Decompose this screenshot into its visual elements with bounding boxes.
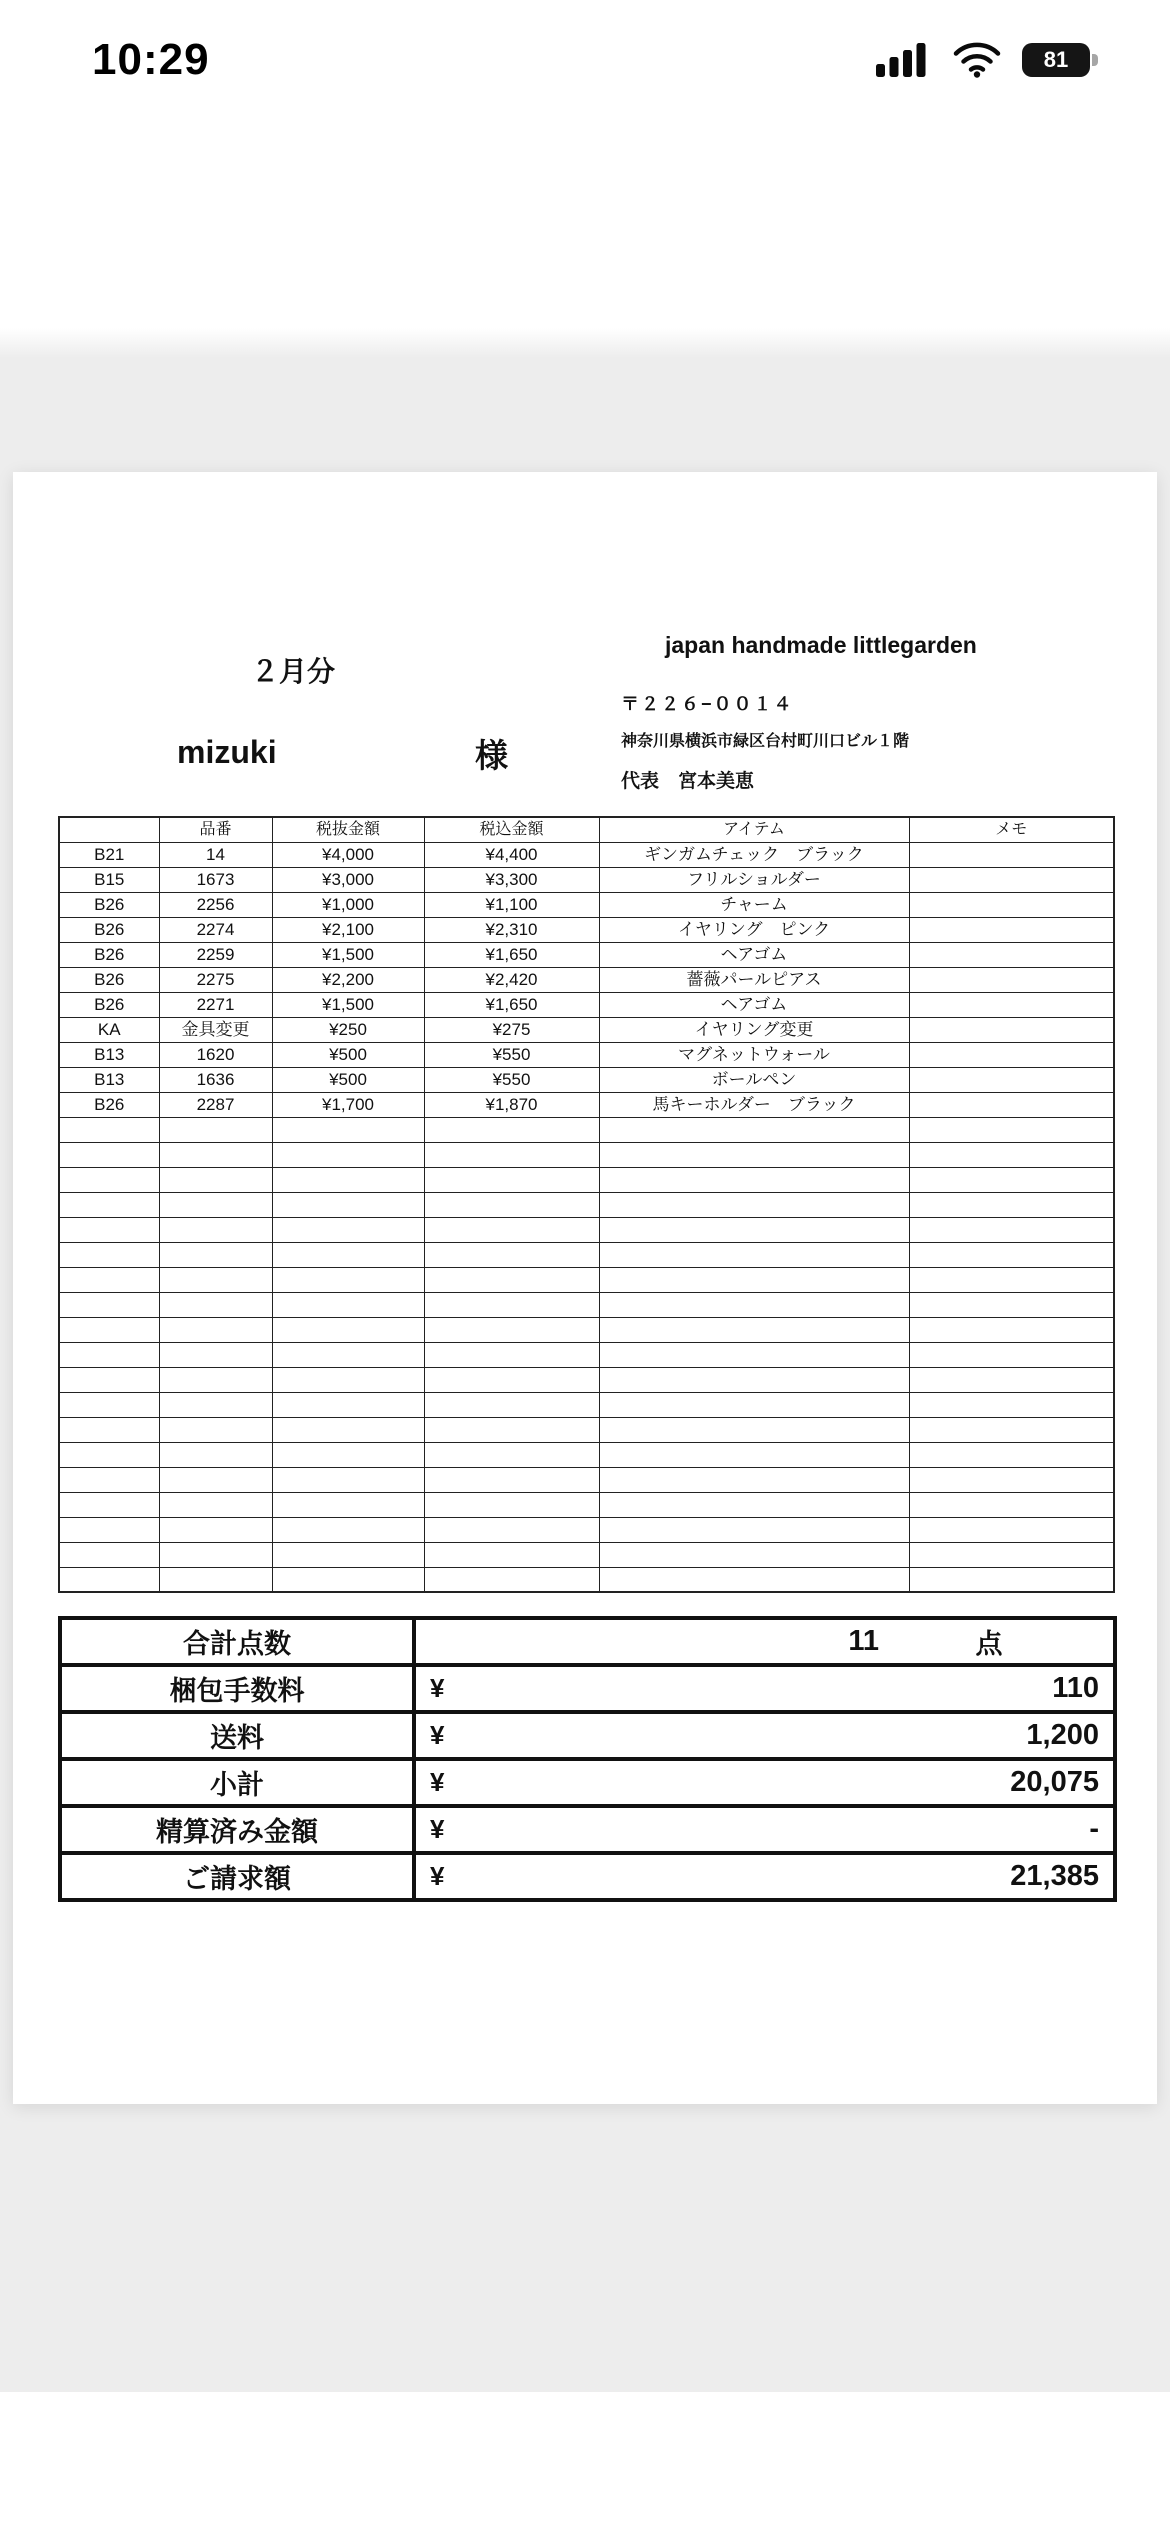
item-cell: B13 xyxy=(59,1042,159,1067)
item-cell xyxy=(909,1417,1114,1442)
item-cell xyxy=(909,1367,1114,1392)
representative-name: 代表 宮本美恵 xyxy=(621,771,755,792)
item-row xyxy=(59,1092,1114,1117)
item-cell xyxy=(59,1492,159,1517)
item-cell: B15 xyxy=(59,867,159,892)
header-item: アイテム xyxy=(599,817,909,842)
wifi-icon xyxy=(952,42,1002,78)
item-cell xyxy=(159,1217,272,1242)
item-cell xyxy=(599,1217,909,1242)
item-cell xyxy=(424,1442,599,1467)
summary-currency: ¥ xyxy=(430,1861,445,1891)
item-cell xyxy=(909,967,1114,992)
item-cell xyxy=(909,1217,1114,1242)
item-row xyxy=(59,1067,1114,1092)
item-cell xyxy=(159,1117,272,1142)
item-cell xyxy=(424,1467,599,1492)
summary-currency: ¥ xyxy=(430,1673,445,1703)
summary-amount: 21,385 xyxy=(1010,1860,1099,1892)
item-cell: ¥2,200 xyxy=(272,967,424,992)
item-cell xyxy=(424,1517,599,1542)
item-cell xyxy=(159,1567,272,1592)
item-cell: 馬キーホルダー ブラック xyxy=(599,1092,909,1117)
item-cell: B13 xyxy=(59,1067,159,1092)
item-cell xyxy=(599,1292,909,1317)
item-cell: B21 xyxy=(59,842,159,867)
header-item-number: 品番 xyxy=(159,817,272,842)
item-cell xyxy=(272,1567,424,1592)
summary-value-cell xyxy=(414,1665,1115,1712)
item-cell: 1636 xyxy=(159,1067,272,1092)
item-cell xyxy=(272,1417,424,1442)
item-cell xyxy=(159,1292,272,1317)
item-cell: 2256 xyxy=(159,892,272,917)
item-cell xyxy=(59,1167,159,1192)
item-cell xyxy=(599,1142,909,1167)
summary-table xyxy=(58,1616,1117,1902)
header-memo: メモ xyxy=(909,817,1114,842)
summary-amount: 11 xyxy=(848,1625,879,1657)
item-row xyxy=(59,867,1114,892)
item-cell xyxy=(159,1367,272,1392)
item-cell: ボールペン xyxy=(599,1067,909,1092)
item-cell xyxy=(599,1492,909,1517)
empty-row xyxy=(59,1567,1114,1592)
item-cell xyxy=(59,1417,159,1442)
item-cell xyxy=(909,1242,1114,1267)
summary-value-cell xyxy=(414,1618,1115,1665)
item-cell: ¥2,100 xyxy=(272,917,424,942)
item-cell xyxy=(424,1367,599,1392)
item-cell: ¥1,700 xyxy=(272,1092,424,1117)
item-cell: 2274 xyxy=(159,917,272,942)
item-cell xyxy=(909,1317,1114,1342)
item-cell xyxy=(599,1317,909,1342)
item-cell xyxy=(59,1392,159,1417)
status-time: 10:29 xyxy=(92,35,210,84)
battery-percent: 81 xyxy=(1043,47,1069,72)
item-cell xyxy=(424,1342,599,1367)
item-cell xyxy=(59,1192,159,1217)
empty-row xyxy=(59,1417,1114,1442)
empty-row xyxy=(59,1242,1114,1267)
summary-body xyxy=(60,1618,1115,1900)
item-cell xyxy=(159,1192,272,1217)
items-header-row xyxy=(59,817,1114,842)
summary-value-cell xyxy=(414,1853,1115,1900)
item-cell: ¥1,870 xyxy=(424,1092,599,1117)
empty-row xyxy=(59,1317,1114,1342)
item-cell: 2259 xyxy=(159,942,272,967)
item-cell xyxy=(159,1317,272,1342)
item-cell xyxy=(909,867,1114,892)
item-cell xyxy=(424,1492,599,1517)
item-cell xyxy=(159,1392,272,1417)
item-cell xyxy=(909,1542,1114,1567)
item-cell xyxy=(159,1542,272,1567)
item-cell xyxy=(59,1242,159,1267)
item-cell xyxy=(909,1267,1114,1292)
item-cell xyxy=(59,1567,159,1592)
empty-row xyxy=(59,1192,1114,1217)
item-row xyxy=(59,967,1114,992)
item-cell: チャーム xyxy=(599,892,909,917)
item-cell xyxy=(272,1317,424,1342)
item-cell: ヘアゴム xyxy=(599,942,909,967)
empty-row xyxy=(59,1217,1114,1242)
item-cell xyxy=(599,1367,909,1392)
item-cell xyxy=(424,1192,599,1217)
item-cell xyxy=(59,1267,159,1292)
item-cell xyxy=(909,992,1114,1017)
item-cell xyxy=(909,842,1114,867)
item-cell xyxy=(424,1542,599,1567)
summary-currency: ¥ xyxy=(430,1767,445,1797)
item-cell xyxy=(424,1292,599,1317)
summary-value-cell xyxy=(414,1806,1115,1853)
item-row xyxy=(59,892,1114,917)
item-cell xyxy=(599,1392,909,1417)
item-cell: B26 xyxy=(59,1092,159,1117)
item-cell: ¥3,300 xyxy=(424,867,599,892)
item-cell xyxy=(424,1417,599,1442)
summary-row xyxy=(60,1853,1115,1900)
item-cell xyxy=(59,1317,159,1342)
summary-label: 送料 xyxy=(60,1712,414,1759)
item-cell xyxy=(599,1517,909,1542)
item-cell xyxy=(272,1342,424,1367)
item-cell xyxy=(909,1192,1114,1217)
item-cell: ¥550 xyxy=(424,1067,599,1092)
header-price-incl-tax: 税込金額 xyxy=(424,817,599,842)
item-cell: ¥250 xyxy=(272,1017,424,1042)
item-cell: B26 xyxy=(59,942,159,967)
item-cell: ¥500 xyxy=(272,1042,424,1067)
item-cell xyxy=(59,1117,159,1142)
item-cell: 1620 xyxy=(159,1042,272,1067)
summary-label: ご請求額 xyxy=(60,1853,414,1900)
item-cell xyxy=(59,1367,159,1392)
empty-row xyxy=(59,1142,1114,1167)
item-cell: ¥3,000 xyxy=(272,867,424,892)
item-cell: ¥1,650 xyxy=(424,942,599,967)
item-cell xyxy=(599,1267,909,1292)
empty-row xyxy=(59,1367,1114,1392)
item-cell: ¥1,650 xyxy=(424,992,599,1017)
item-cell xyxy=(909,1442,1114,1467)
item-cell: B26 xyxy=(59,992,159,1017)
item-cell xyxy=(272,1117,424,1142)
item-cell: フリルショルダー xyxy=(599,867,909,892)
item-cell: 2287 xyxy=(159,1092,272,1117)
item-cell xyxy=(909,1142,1114,1167)
item-cell xyxy=(159,1242,272,1267)
item-cell xyxy=(909,1167,1114,1192)
item-cell xyxy=(424,1567,599,1592)
item-cell xyxy=(272,1142,424,1167)
summary-row xyxy=(60,1759,1115,1806)
items-table xyxy=(58,816,1115,1593)
item-cell xyxy=(272,1492,424,1517)
item-cell xyxy=(599,1417,909,1442)
items-body xyxy=(59,842,1114,1592)
item-cell xyxy=(599,1242,909,1267)
postal-code: 〒２２６−００１４ xyxy=(621,694,794,714)
shop-address: 神奈川県横浜市緑区台村町川口ビル１階 xyxy=(621,733,910,750)
item-cell xyxy=(159,1142,272,1167)
summary-label: 精算済み金額 xyxy=(60,1806,414,1853)
item-cell xyxy=(599,1192,909,1217)
battery-nub xyxy=(1092,54,1098,66)
item-cell xyxy=(59,1217,159,1242)
item-cell: 2271 xyxy=(159,992,272,1017)
item-cell: ¥2,310 xyxy=(424,917,599,942)
item-cell xyxy=(909,1017,1114,1042)
summary-label: 小計 xyxy=(60,1759,414,1806)
empty-row xyxy=(59,1517,1114,1542)
item-cell: ¥1,100 xyxy=(424,892,599,917)
item-cell xyxy=(272,1517,424,1542)
empty-row xyxy=(59,1542,1114,1567)
item-cell xyxy=(159,1492,272,1517)
item-row xyxy=(59,1017,1114,1042)
item-row xyxy=(59,842,1114,867)
empty-row xyxy=(59,1267,1114,1292)
item-cell xyxy=(909,1292,1114,1317)
item-cell xyxy=(159,1517,272,1542)
summary-label: 梱包手数料 xyxy=(60,1665,414,1712)
item-cell: ¥550 xyxy=(424,1042,599,1067)
item-cell: 1673 xyxy=(159,867,272,892)
summary-label: 合計点数 xyxy=(60,1618,414,1665)
summary-amount: 20,075 xyxy=(1010,1766,1099,1798)
month-label: ２月分 xyxy=(251,656,336,687)
item-cell xyxy=(272,1267,424,1292)
item-cell: 14 xyxy=(159,842,272,867)
item-cell: ¥1,500 xyxy=(272,942,424,967)
item-row xyxy=(59,917,1114,942)
item-cell xyxy=(599,1542,909,1567)
item-cell xyxy=(159,1267,272,1292)
item-cell: 薔薇パールピアス xyxy=(599,967,909,992)
item-cell xyxy=(424,1242,599,1267)
item-cell xyxy=(599,1167,909,1192)
photo-viewer[interactable] xyxy=(0,358,1170,2392)
item-cell xyxy=(272,1167,424,1192)
customer-name: mizuki xyxy=(177,734,277,770)
empty-row xyxy=(59,1492,1114,1517)
battery-icon xyxy=(1022,43,1090,77)
empty-row xyxy=(59,1392,1114,1417)
item-row xyxy=(59,992,1114,1017)
item-cell xyxy=(909,1042,1114,1067)
item-row xyxy=(59,1042,1114,1067)
item-cell xyxy=(272,1192,424,1217)
cellular-signal-icon xyxy=(876,42,932,78)
empty-row xyxy=(59,1167,1114,1192)
item-cell xyxy=(909,1342,1114,1367)
header-code xyxy=(59,817,159,842)
item-cell xyxy=(159,1417,272,1442)
item-cell xyxy=(272,1392,424,1417)
item-cell: イヤリング変更 xyxy=(599,1017,909,1042)
item-cell: ¥4,000 xyxy=(272,842,424,867)
item-cell: イヤリング ピンク xyxy=(599,917,909,942)
item-cell xyxy=(159,1442,272,1467)
status-icons xyxy=(876,42,1090,78)
summary-value-cell xyxy=(414,1759,1115,1806)
item-cell xyxy=(909,942,1114,967)
item-cell xyxy=(909,1092,1114,1117)
item-cell xyxy=(909,892,1114,917)
item-cell xyxy=(909,1467,1114,1492)
item-cell: ヘアゴム xyxy=(599,992,909,1017)
item-cell: 金具変更 xyxy=(159,1017,272,1042)
item-cell: ¥275 xyxy=(424,1017,599,1042)
summary-row xyxy=(60,1665,1115,1712)
item-cell xyxy=(909,1517,1114,1542)
item-cell: ¥4,400 xyxy=(424,842,599,867)
item-cell xyxy=(159,1467,272,1492)
item-cell xyxy=(424,1117,599,1142)
item-cell xyxy=(59,1142,159,1167)
item-cell xyxy=(424,1217,599,1242)
item-cell: ギンガムチェック ブラック xyxy=(599,842,909,867)
item-cell xyxy=(59,1467,159,1492)
empty-row xyxy=(59,1442,1114,1467)
shop-name: japan handmade littlegarden xyxy=(665,632,977,658)
item-cell: B26 xyxy=(59,967,159,992)
item-cell xyxy=(59,1442,159,1467)
item-cell xyxy=(272,1367,424,1392)
item-cell: KA xyxy=(59,1017,159,1042)
item-cell xyxy=(159,1342,272,1367)
item-cell: ¥1,500 xyxy=(272,992,424,1017)
item-cell xyxy=(599,1117,909,1142)
item-cell xyxy=(272,1467,424,1492)
item-cell xyxy=(424,1267,599,1292)
summary-amount: 1,200 xyxy=(1026,1719,1099,1751)
item-cell: ¥500 xyxy=(272,1067,424,1092)
item-cell xyxy=(59,1542,159,1567)
summary-amount: - xyxy=(1089,1813,1099,1845)
item-cell: B26 xyxy=(59,917,159,942)
item-cell xyxy=(599,1442,909,1467)
item-cell xyxy=(59,1517,159,1542)
customer-honorific: 様 xyxy=(475,737,508,774)
item-cell xyxy=(272,1442,424,1467)
item-cell xyxy=(599,1467,909,1492)
item-cell: マグネットウォール xyxy=(599,1042,909,1067)
item-cell xyxy=(909,1117,1114,1142)
empty-row xyxy=(59,1117,1114,1142)
item-cell xyxy=(599,1342,909,1367)
item-cell xyxy=(159,1167,272,1192)
empty-row xyxy=(59,1292,1114,1317)
item-cell xyxy=(59,1342,159,1367)
item-row xyxy=(59,942,1114,967)
item-cell xyxy=(59,1292,159,1317)
item-cell xyxy=(909,1567,1114,1592)
item-cell xyxy=(909,917,1114,942)
summary-currency: ¥ xyxy=(430,1814,445,1844)
item-cell: 2275 xyxy=(159,967,272,992)
item-cell: B26 xyxy=(59,892,159,917)
summary-row xyxy=(60,1806,1115,1853)
item-cell xyxy=(424,1167,599,1192)
item-cell: ¥2,420 xyxy=(424,967,599,992)
item-cell xyxy=(909,1492,1114,1517)
summary-amount: 110 xyxy=(1052,1672,1099,1704)
summary-currency: ¥ xyxy=(430,1720,445,1750)
item-cell xyxy=(272,1242,424,1267)
item-cell xyxy=(909,1067,1114,1092)
empty-row xyxy=(59,1467,1114,1492)
item-cell xyxy=(599,1567,909,1592)
invoice-page xyxy=(13,472,1157,2104)
item-cell xyxy=(424,1142,599,1167)
header-price-excl-tax: 税抜金額 xyxy=(272,817,424,842)
item-cell xyxy=(272,1217,424,1242)
summary-value-cell xyxy=(414,1712,1115,1759)
item-cell xyxy=(272,1292,424,1317)
status-bar xyxy=(0,0,1170,110)
item-cell xyxy=(424,1392,599,1417)
item-cell xyxy=(424,1317,599,1342)
item-cell xyxy=(909,1392,1114,1417)
summary-row xyxy=(60,1712,1115,1759)
item-cell xyxy=(272,1542,424,1567)
empty-row xyxy=(59,1342,1114,1367)
summary-row xyxy=(60,1618,1115,1665)
item-cell: ¥1,000 xyxy=(272,892,424,917)
summary-unit: 点 xyxy=(975,1629,1003,1659)
